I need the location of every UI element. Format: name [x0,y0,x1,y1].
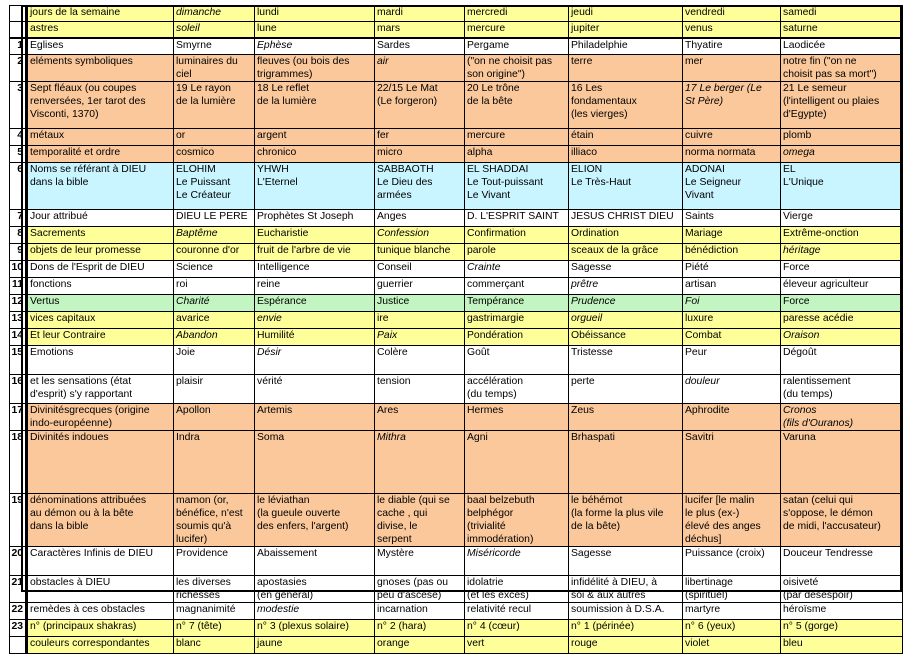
table-row [10,227,903,244]
table-cell: 19 Le rayon de la lumière [174,82,255,129]
table-cell: Vierge [781,210,903,227]
table-cell: oisiveté (par désespoir) [781,576,903,603]
table-row [10,82,903,129]
row-label: Vertus [27,295,174,312]
table-cell: guerrier [375,278,465,295]
table-cell: orgueil [569,312,683,329]
table-cell: Hermes [465,404,569,431]
table-cell: les diverses richesses [174,576,255,603]
row-number [10,22,27,38]
row-number: 21 [10,576,27,603]
table-cell: lune [255,22,375,38]
table-cell: relativité recul [465,603,569,620]
row-number: 16 [10,375,27,404]
table-cell: incarnation [375,603,465,620]
row-label: objets de leur promesse [27,244,174,261]
table-cell: Prudence [569,295,683,312]
table-cell: Extrême-onction [781,227,903,244]
table-cell: 20 Le trône de la bête [465,82,569,129]
table-row [10,22,903,38]
table-cell: Laodicée [781,38,903,55]
row-number: 19 [10,494,27,547]
table-cell: mardi [375,6,465,22]
table-cell: argent [255,129,375,146]
table-cell: modestie [255,603,375,620]
table-cell: lucifer [le malin le plus (ex-) élevé des anges déchus] [683,494,781,547]
table-cell: Anges [375,210,465,227]
row-number: 12 [10,295,27,312]
table-cell: vendredi [683,6,781,22]
table-cell: n° 1 (périnée) [569,620,683,637]
table-cell: JESUS CHRIST DIEU [569,210,683,227]
table-cell: Justice [375,295,465,312]
table-cell: gastrimargie [465,312,569,329]
table-cell: venus [683,22,781,38]
table-cell: Combat [683,329,781,346]
row-label: Sept fléaux (ou coupes renversées, 1er tarot des Visconti, 1370) [27,82,174,129]
row-label: temporalité et ordre [27,146,174,163]
table-row [10,38,903,55]
table-cell: vérité [255,375,375,404]
row-number: 14 [10,329,27,346]
table-row [10,404,903,431]
table-cell: ELOHIM Le Puissant Le Créateur [174,163,255,210]
table-cell: Abaissement [255,547,375,576]
table-cell: terre [569,55,683,82]
table-cell: douleur [683,375,781,404]
table-cell: Smyrne [174,38,255,55]
table-cell: Confession [375,227,465,244]
table-cell: infidélité à DIEU, à soi & aux autres [569,576,683,603]
row-number: 20 [10,547,27,576]
table-row [10,278,903,295]
row-label: Divinités indoues [27,431,174,494]
table-cell: bénédiction [683,244,781,261]
table-cell: cosmico [174,146,255,163]
table-cell: Pergame [465,38,569,55]
table-cell: tension [375,375,465,404]
row-number [10,637,27,654]
table-row [10,261,903,278]
table-cell: apostasies (en général) [255,576,375,603]
table-cell: Soma [255,431,375,494]
table-cell: le léviathan (la gueule ouverte des enfers, l'argent) [255,494,375,547]
table-cell: baal belzebuth belphégor (trivialité immodération) [465,494,569,547]
table-row [10,129,903,146]
table-cell: fruit de l'arbre de vie [255,244,375,261]
table-cell: Espérance [255,295,375,312]
table-cell: satan (celui qui s'oppose, le démon de midi, l'accusateur) [781,494,903,547]
table-cell: norma normata [683,146,781,163]
row-label: métaux [27,129,174,146]
row-label: et les sensations (état d'esprit) s'y rapportant [27,375,174,404]
table-cell: Peur [683,346,781,375]
table-cell: Artemis [255,404,375,431]
table-cell: envie [255,312,375,329]
table-cell: rouge [569,637,683,654]
table-cell: Science [174,261,255,278]
row-label: Noms se référant à DIEU dans la bible [27,163,174,210]
table-cell: soumission à D.S.A. [569,603,683,620]
table-cell: n° 3 (plexus solaire) [255,620,375,637]
row-number: 6 [10,163,27,210]
table-cell: omega [781,146,903,163]
table-cell: Oraison [781,329,903,346]
row-label: Caractères Infinis de DIEU [27,547,174,576]
row-number: 13 [10,312,27,329]
table-cell: DIEU LE PERE [174,210,255,227]
table-cell: gnoses (pas ou peu d'ascèse) [375,576,465,603]
table-row [10,329,903,346]
table-cell: luminaires du ciel [174,55,255,82]
table-cell: n° 5 (gorge) [781,620,903,637]
row-number: 9 [10,244,27,261]
table-cell: étain [569,129,683,146]
table-cell: jeudi [569,6,683,22]
table-cell: YHWH L'Eternel [255,163,375,210]
row-number: 7 [10,210,27,227]
table-cell: notre fin ("on ne choisit pas sa mort") [781,55,903,82]
table-row [10,210,903,227]
table-cell: le béhémot (la forme la plus vile de la bête) [569,494,683,547]
table-cell: micro [375,146,465,163]
table-body [10,6,903,654]
table-cell: tunique blanche [375,244,465,261]
row-label: eléments symboliques [27,55,174,82]
table-cell: Prophètes St Joseph [255,210,375,227]
table-cell: ire [375,312,465,329]
table-cell: violet [683,637,781,654]
table-cell: 22/15 Le Mat (Le forgeron) [375,82,465,129]
table-cell: Tempérance [465,295,569,312]
table-cell: mercure [465,129,569,146]
table-cell: commerçant [465,278,569,295]
table-row [10,163,903,210]
table-cell: Indra [174,431,255,494]
table-row [10,55,903,82]
table-cell: EL SHADDAI Le Tout-puissant Le Vivant [465,163,569,210]
row-number: 22 [10,603,27,620]
table-cell: Varuna [781,431,903,494]
table-cell: idolatrie (et les excès) [465,576,569,603]
row-label: Sacrements [27,227,174,244]
table-cell: alpha [465,146,569,163]
table-cell: perte [569,375,683,404]
table-cell: Saints [683,210,781,227]
row-number: 4 [10,129,27,146]
table-cell: lundi [255,6,375,22]
table-cell: Humilité [255,329,375,346]
table-cell: Baptême [174,227,255,244]
row-number: 11 [10,278,27,295]
table-row [10,146,903,163]
table-cell: samedi [781,6,903,22]
table-cell: Désir [255,346,375,375]
table-cell: Puissance (croix) [683,547,781,576]
table-cell: Goût [465,346,569,375]
table-cell: chronico [255,146,375,163]
table-cell: magnanimité [174,603,255,620]
table-cell: Piété [683,261,781,278]
table-row [10,431,903,494]
table-row [10,375,903,404]
table-cell: héritage [781,244,903,261]
table-cell: Colère [375,346,465,375]
row-label: dénominations attribuées au démon ou à la bête dans la bible [27,494,174,547]
table-cell: éleveur agriculteur [781,278,903,295]
table-cell: parole [465,244,569,261]
row-label: Eglises [27,38,174,55]
table-cell: Charité [174,295,255,312]
table-cell: Abandon [174,329,255,346]
table-cell: or [174,129,255,146]
table-cell: luxure [683,312,781,329]
row-number: 10 [10,261,27,278]
table-cell: Savitri [683,431,781,494]
table-cell: Mithra [375,431,465,494]
table-cell: couronne d'or [174,244,255,261]
table-cell: mercredi [465,6,569,22]
table-cell: jaune [255,637,375,654]
table-cell: Sardes [375,38,465,55]
table-cell: 17 Le berger (Le St Père) [683,82,781,129]
table-cell: mercure [465,22,569,38]
row-label: Et leur Contraire [27,329,174,346]
table-cell: n° 6 (yeux) [683,620,781,637]
table-cell: Sagesse [569,547,683,576]
row-label: remèdes à ces obstacles [27,603,174,620]
row-number: 18 [10,431,27,494]
row-label: astres [27,22,174,38]
table-cell: n° 4 (cœur) [465,620,569,637]
table-row [10,244,903,261]
table-cell: SABBAOTH Le Dieu des armées [375,163,465,210]
table-cell: Brhaspati [569,431,683,494]
table-cell: fleuves (ou bois des trigrammes) [255,55,375,82]
table-cell: Ephèse [255,38,375,55]
table-cell: Sagesse [569,261,683,278]
table-cell: mamon (or, bénéfice, n'est soumis qu'à lucifer) [174,494,255,547]
table-cell: ("on ne choisit pas son origine") [465,55,569,82]
table-row [10,494,903,547]
table-cell: jupiter [569,22,683,38]
table-cell: le diable (qui se cache , qui divise, le serpent [375,494,465,547]
table-cell: Apollon [174,404,255,431]
table-cell: Miséricorde [465,547,569,576]
table-row [10,312,903,329]
table-cell: reine [255,278,375,295]
row-label: Jour attribué [27,210,174,227]
table-cell: héroïsme [781,603,903,620]
table-cell: 16 Les fondamentaux (les vierges) [569,82,683,129]
table-cell: 18 Le reflet de la lumière [255,82,375,129]
table-cell: bleu [781,637,903,654]
table-cell: Pondération [465,329,569,346]
table-cell: blanc [174,637,255,654]
row-label: fonctions [27,278,174,295]
table-row [10,620,903,637]
row-number: 1 [10,38,27,55]
table-cell: plomb [781,129,903,146]
table-cell: Tristesse [569,346,683,375]
row-number: 5 [10,146,27,163]
row-number [10,6,27,22]
table-cell: Agni [465,431,569,494]
table-cell: avarice [174,312,255,329]
table-cell: libertinage (spirituel) [683,576,781,603]
table-cell: n° 7 (tête) [174,620,255,637]
table-cell: accélération (du temps) [465,375,569,404]
table-row [10,576,903,603]
row-number: 15 [10,346,27,375]
table-cell: Thyatire [683,38,781,55]
table-cell: Force [781,261,903,278]
table-cell: Joie [174,346,255,375]
table-cell: prêtre [569,278,683,295]
row-label: obstacles à DIEU [27,576,174,603]
table-cell: orange [375,637,465,654]
table-cell: Confirmation [465,227,569,244]
table-cell: Ordination [569,227,683,244]
table-cell: Obéissance [569,329,683,346]
row-number: 17 [10,404,27,431]
table-cell: Mystère [375,547,465,576]
table-cell: Intelligence [255,261,375,278]
row-label: Emotions [27,346,174,375]
table-cell: Foi [683,295,781,312]
table-cell: Dégoût [781,346,903,375]
row-label: couleurs correspondantes [27,637,174,654]
table-cell: dimanche [174,6,255,22]
table-cell: Aphrodite [683,404,781,431]
table-cell: Philadelphie [569,38,683,55]
table-cell: cuivre [683,129,781,146]
table-cell: Crainte [465,261,569,278]
table-cell: air [375,55,465,82]
table-cell: Zeus [569,404,683,431]
table-cell: mer [683,55,781,82]
table-cell: mars [375,22,465,38]
table-cell: ADONAI Le Seigneur Vivant [683,163,781,210]
table-cell: sceaux de la grâce [569,244,683,261]
table-cell: illiaco [569,146,683,163]
table-cell: saturne [781,22,903,38]
table-row [10,547,903,576]
table-cell: ELION Le Très-Haut [569,163,683,210]
row-number: 2 [10,55,27,82]
table-cell: soleil [174,22,255,38]
table-cell: plaisir [174,375,255,404]
table-row [10,6,903,22]
row-label: vices capitaux [27,312,174,329]
table-cell: ralentissement (du temps) [781,375,903,404]
table-cell: martyre [683,603,781,620]
table-cell: vert [465,637,569,654]
table-cell: Paix [375,329,465,346]
row-number: 3 [10,82,27,129]
row-number: 23 [10,620,27,637]
table-row [10,603,903,620]
table-cell: artisan [683,278,781,295]
row-label: Dons de l'Esprit de DIEU [27,261,174,278]
table-cell: 21 Le semeur (l'intelligent ou plaies d'Egypte) [781,82,903,129]
table-cell: Douceur Tendresse [781,547,903,576]
table-cell: D. L'ESPRIT SAINT [465,210,569,227]
table-cell: paresse acédie [781,312,903,329]
row-number: 8 [10,227,27,244]
table-row [10,637,903,654]
table-cell: Providence [174,547,255,576]
table-row [10,295,903,312]
table-cell: Conseil [375,261,465,278]
table-cell: Eucharistie [255,227,375,244]
table-cell: Force [781,295,903,312]
table-cell: fer [375,129,465,146]
table-cell: Ares [375,404,465,431]
row-label: n° (principaux shakras) [27,620,174,637]
row-label: Divinitésgrecques (origine indo-européenne) [27,404,174,431]
table-cell: roi [174,278,255,295]
row-label: jours de la semaine [27,6,174,22]
table-cell: n° 2 (hara) [375,620,465,637]
table-row [10,346,903,375]
table-cell: Cronos (fils d'Ouranos) [781,404,903,431]
correspondence-table [9,5,903,654]
table-cell: EL L'Unique [781,163,903,210]
table-cell: Mariage [683,227,781,244]
